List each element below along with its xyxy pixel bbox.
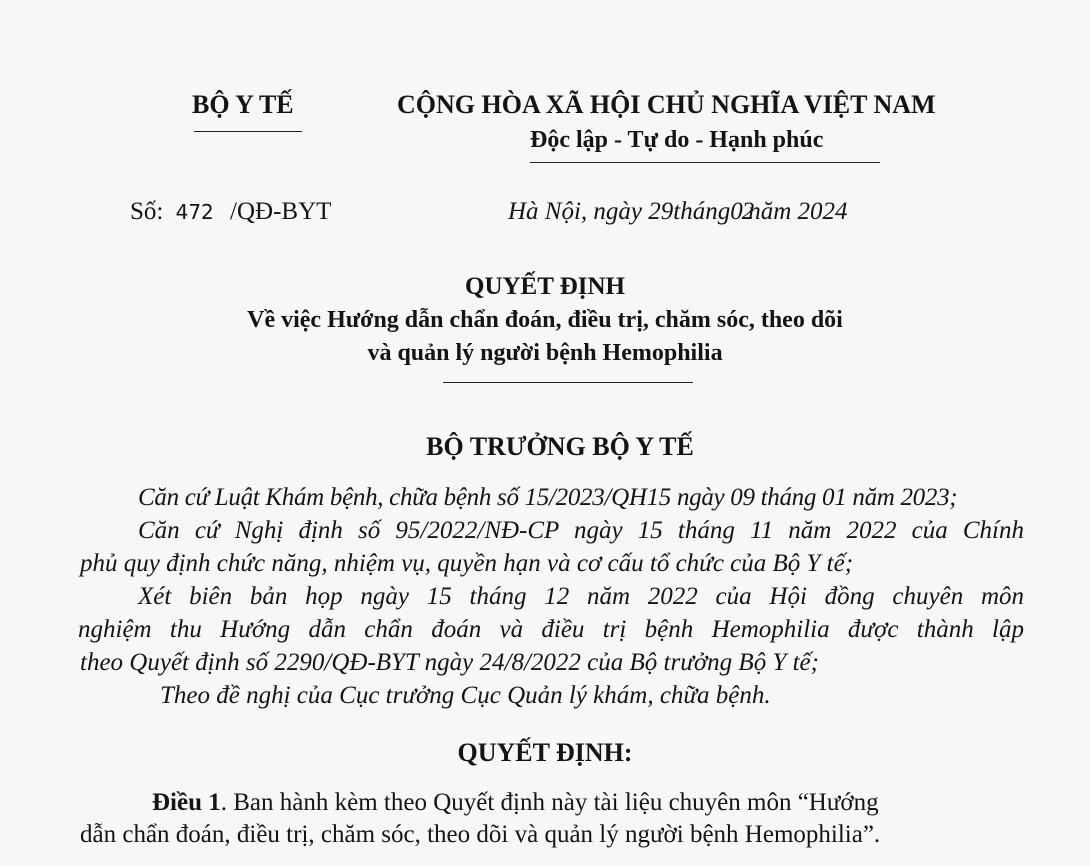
preamble-line-3: phủ quy định chức năng, nhiệm vụ, quyền hạn và cơ cấu tổ chức của Bộ Y tế; [80,550,854,577]
agency-underline [194,131,302,132]
country-name: CỘNG HÒA XÃ HỘI CHỦ NGHĨA VIỆT NAM [397,90,936,119]
document-number [130,198,331,226]
document-number-suffix: /QĐ-BYT [230,198,332,225]
date-place: Hà Nội, ngày [508,198,649,225]
article-1-label: Điều 1 [152,789,221,816]
agency-name: BỘ Y TẾ [192,90,294,119]
date-month: 02 [730,198,754,225]
date-month-word: tháng [673,198,731,225]
decision-heading: QUYẾT ĐỊNH: [457,738,633,767]
decision-subject-line2: và quản lý người bệnh Hemophilia [367,340,723,366]
preamble-line-5: nghiệm thu Hướng dẫn chẩn đoán và điều trị bệnh Hemophilia được thành lập [78,616,1024,643]
national-motto: Độc lập - Tự do - Hạnh phúc [530,127,824,153]
motto-underline [530,162,880,163]
article-1-text-1: . Ban hành kèm theo Quyết định này tài liệu chuyên môn “Hướng [220,789,879,816]
date-year: năm 2024 [748,198,848,225]
title-underline [443,382,693,383]
issue-date [508,198,848,226]
preamble-line-4: Xét biên bản họp ngày 15 tháng 12 năm 2022 của Hội đồng chuyên môn [138,583,1024,610]
date-day: 29 [648,198,674,225]
preamble-line-2: Căn cứ Nghị định số 95/2022/NĐ-CP ngày 15 tháng 11 năm 2022 của Chính [138,517,1024,544]
document-number-prefix: Số: [130,198,164,225]
decision-title: QUYẾT ĐỊNH [465,273,625,300]
article-1-line-2: dẫn chẩn đoán, điều trị, chăm sóc, theo dõi và quản lý người bệnh Hemophilia”. [80,821,881,848]
document-number-value: 472 [175,200,214,224]
decision-subject-line1: Về việc Hướng dẫn chẩn đoán, điều trị, chăm sóc, theo dõi [247,307,843,333]
article-1-line-1 [152,788,879,818]
issuing-authority: BỘ TRƯỞNG BỘ Y TẾ [426,432,694,461]
preamble-line-1: Căn cứ Luật Khám bệnh, chữa bệnh số 15/2023/QH15 ngày 09 tháng 01 năm 2023; [138,484,958,511]
preamble-line-6: theo Quyết định số 2290/QĐ-BYT ngày 24/8/2022 của Bộ trưởng Bộ Y tế; [80,649,819,676]
preamble-line-7: Theo đề nghị của Cục trưởng Cục Quản lý khám, chữa bệnh. [160,682,771,709]
